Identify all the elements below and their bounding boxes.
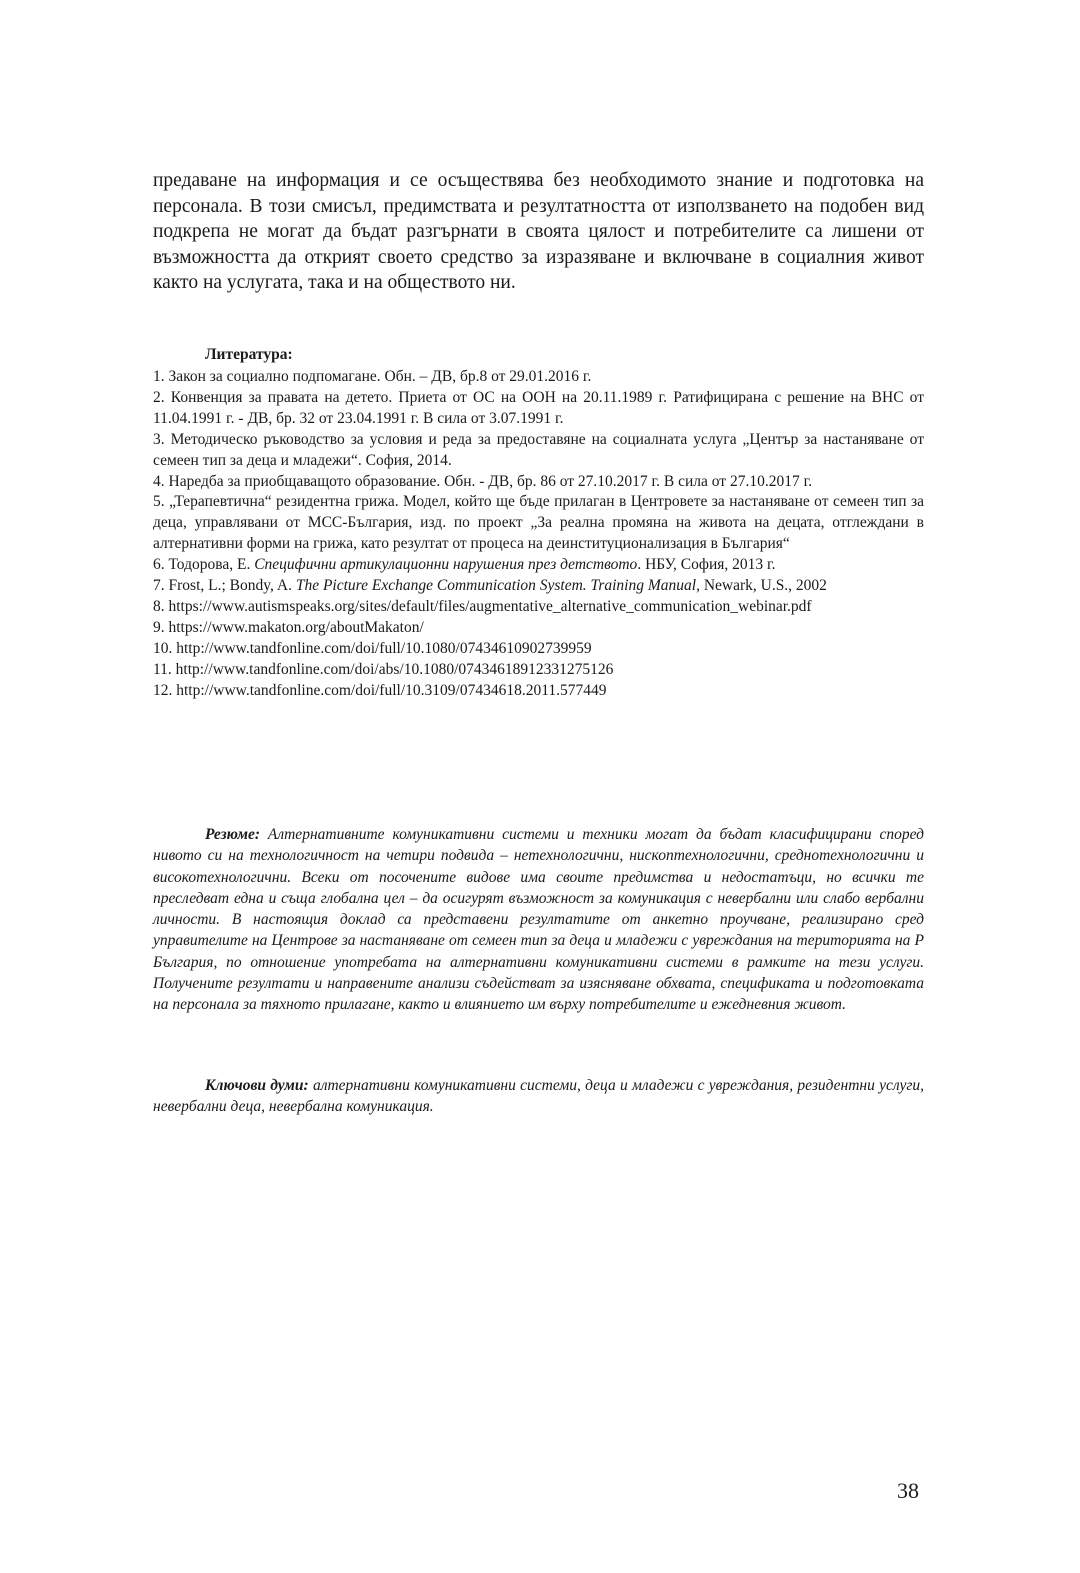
- reference-item: 11. http://www.tandfonline.com/doi/abs/10.1080/07434618912331275126: [153, 660, 614, 678]
- abstract-text: Алтернативните комуникативни системи и техники могат да бъдат класифицирани според нивото си на технологичност на четири подвида – нетехнологични, нископтехнологични, среднотехнологични и високотехнологични. Всеки от посочените видове има своите предимства и недостатъци, но всички те преследват една и съща глобална цел – да осигурят възможност за комуникация с невербални или слабо вербални личности. В настоящия доклад са представени резултатите от анкетно проучване, реализирано сред управителите на Центрове за настаняване от семеен тип за деца и младежи с увреждания на територията на Р България, по отношение употребата на алтернативни комуникативни системи в рамките на тези услуги. Получените резултати и направените анализи съдействат за изясняване обхвата, спецификата и подготовката на персонала за тяхното прилагане, както и влиянието им върху потребителите и ежедневния живот.: [153, 826, 924, 1014]
- page-content: [153, 168, 925, 1116]
- reference-item: 5. „Терапевтична“ резидентна грижа. Модел, който ще бъде прилаган в Центровете за настаняване от семеен тип за деца, управлявани от МСС-България, изд. по проект „За реална промяна на живота на децата, отглеждани в алтернативни форми на грижа, като резултат от процеса на деинституционализация в България“: [153, 493, 924, 553]
- literature-heading: Литература:: [205, 346, 293, 363]
- reference-item: [153, 576, 924, 597]
- intro-paragraph: предаване на информация и се осъществява без необходимото знание и подготовка на персонала. В този смисъл, предимствата и резултатността от използването на подобен вид подкрепа не могат да бъдат разгърнати в своята цялост и потребителите са лишени от възможността да открият своето средство за изразяване и включване в социалния живот както на услугата, така и на обществото ни.: [153, 170, 924, 293]
- reference-item: 10. http://www.tandfonline.com/doi/full/10.1080/07434610902739959: [153, 639, 592, 657]
- reference-prefix: 6. Тодорова, Е.: [153, 556, 255, 574]
- reference-title: The Picture Exchange Communication System. Training Manual: [295, 577, 697, 595]
- reference-item: 9. https://www.makaton.org/aboutMakaton/: [153, 618, 424, 636]
- reference-suffix: , Newark, U.S., 2002: [696, 577, 827, 595]
- abstract-paragraph: [153, 824, 924, 1016]
- reference-item: 1. Закон за социално подпомагане. Обн. – ДВ, бр.8 от 29.01.2016 г.: [153, 368, 592, 385]
- keywords-text: алтернативни комуникативни системи, деца и младежи с увреждания, резидентни услуги, невербални деца, невербална комуникация.: [153, 1077, 925, 1116]
- reference-item: 12. http://www.tandfonline.com/doi/full/10.3109/07434618.2011.577449: [153, 681, 607, 699]
- reference-item: 8. https://www.autismspeaks.org/sites/default/files/augmentative_alternative_communication_webinar.pdf: [153, 597, 812, 615]
- page-number: 38: [897, 1478, 919, 1503]
- reference-title: Специфични артикулационни нарушения през детството: [254, 556, 638, 574]
- reference-item: 3. Методическо ръководство за условия и реда за предоставяне на социалната услуга „Център за настаняване от семеен тип за деца и младежи“. София, 2014.: [153, 430, 924, 469]
- reference-suffix: . НБУ, София, 2013 г.: [637, 556, 776, 574]
- reference-item: [153, 555, 924, 576]
- keywords-paragraph: [153, 1075, 924, 1118]
- reference-item: 2. Конвенция за правата на детето. Приета от ОС на ООН на 20.11.1989 г. Ратифицирана с решение на ВНС от 11.04.1991 г. - ДВ, бр. 32 от 23.04.1991 г. В сила от 3.07.1991 г.: [153, 388, 924, 427]
- abstract-label: Резюме:: [205, 826, 261, 843]
- reference-prefix: 7. Frost, L.; Bondy, A.: [153, 577, 296, 595]
- reference-item: 4. Наредба за приобщаващото образование. Обн. - ДВ, бр. 86 от 27.10.2017 г. В сила от 27.10.2017 г.: [153, 472, 813, 490]
- keywords-label: Ключови думи:: [205, 1077, 309, 1094]
- reference-list: [153, 367, 924, 702]
